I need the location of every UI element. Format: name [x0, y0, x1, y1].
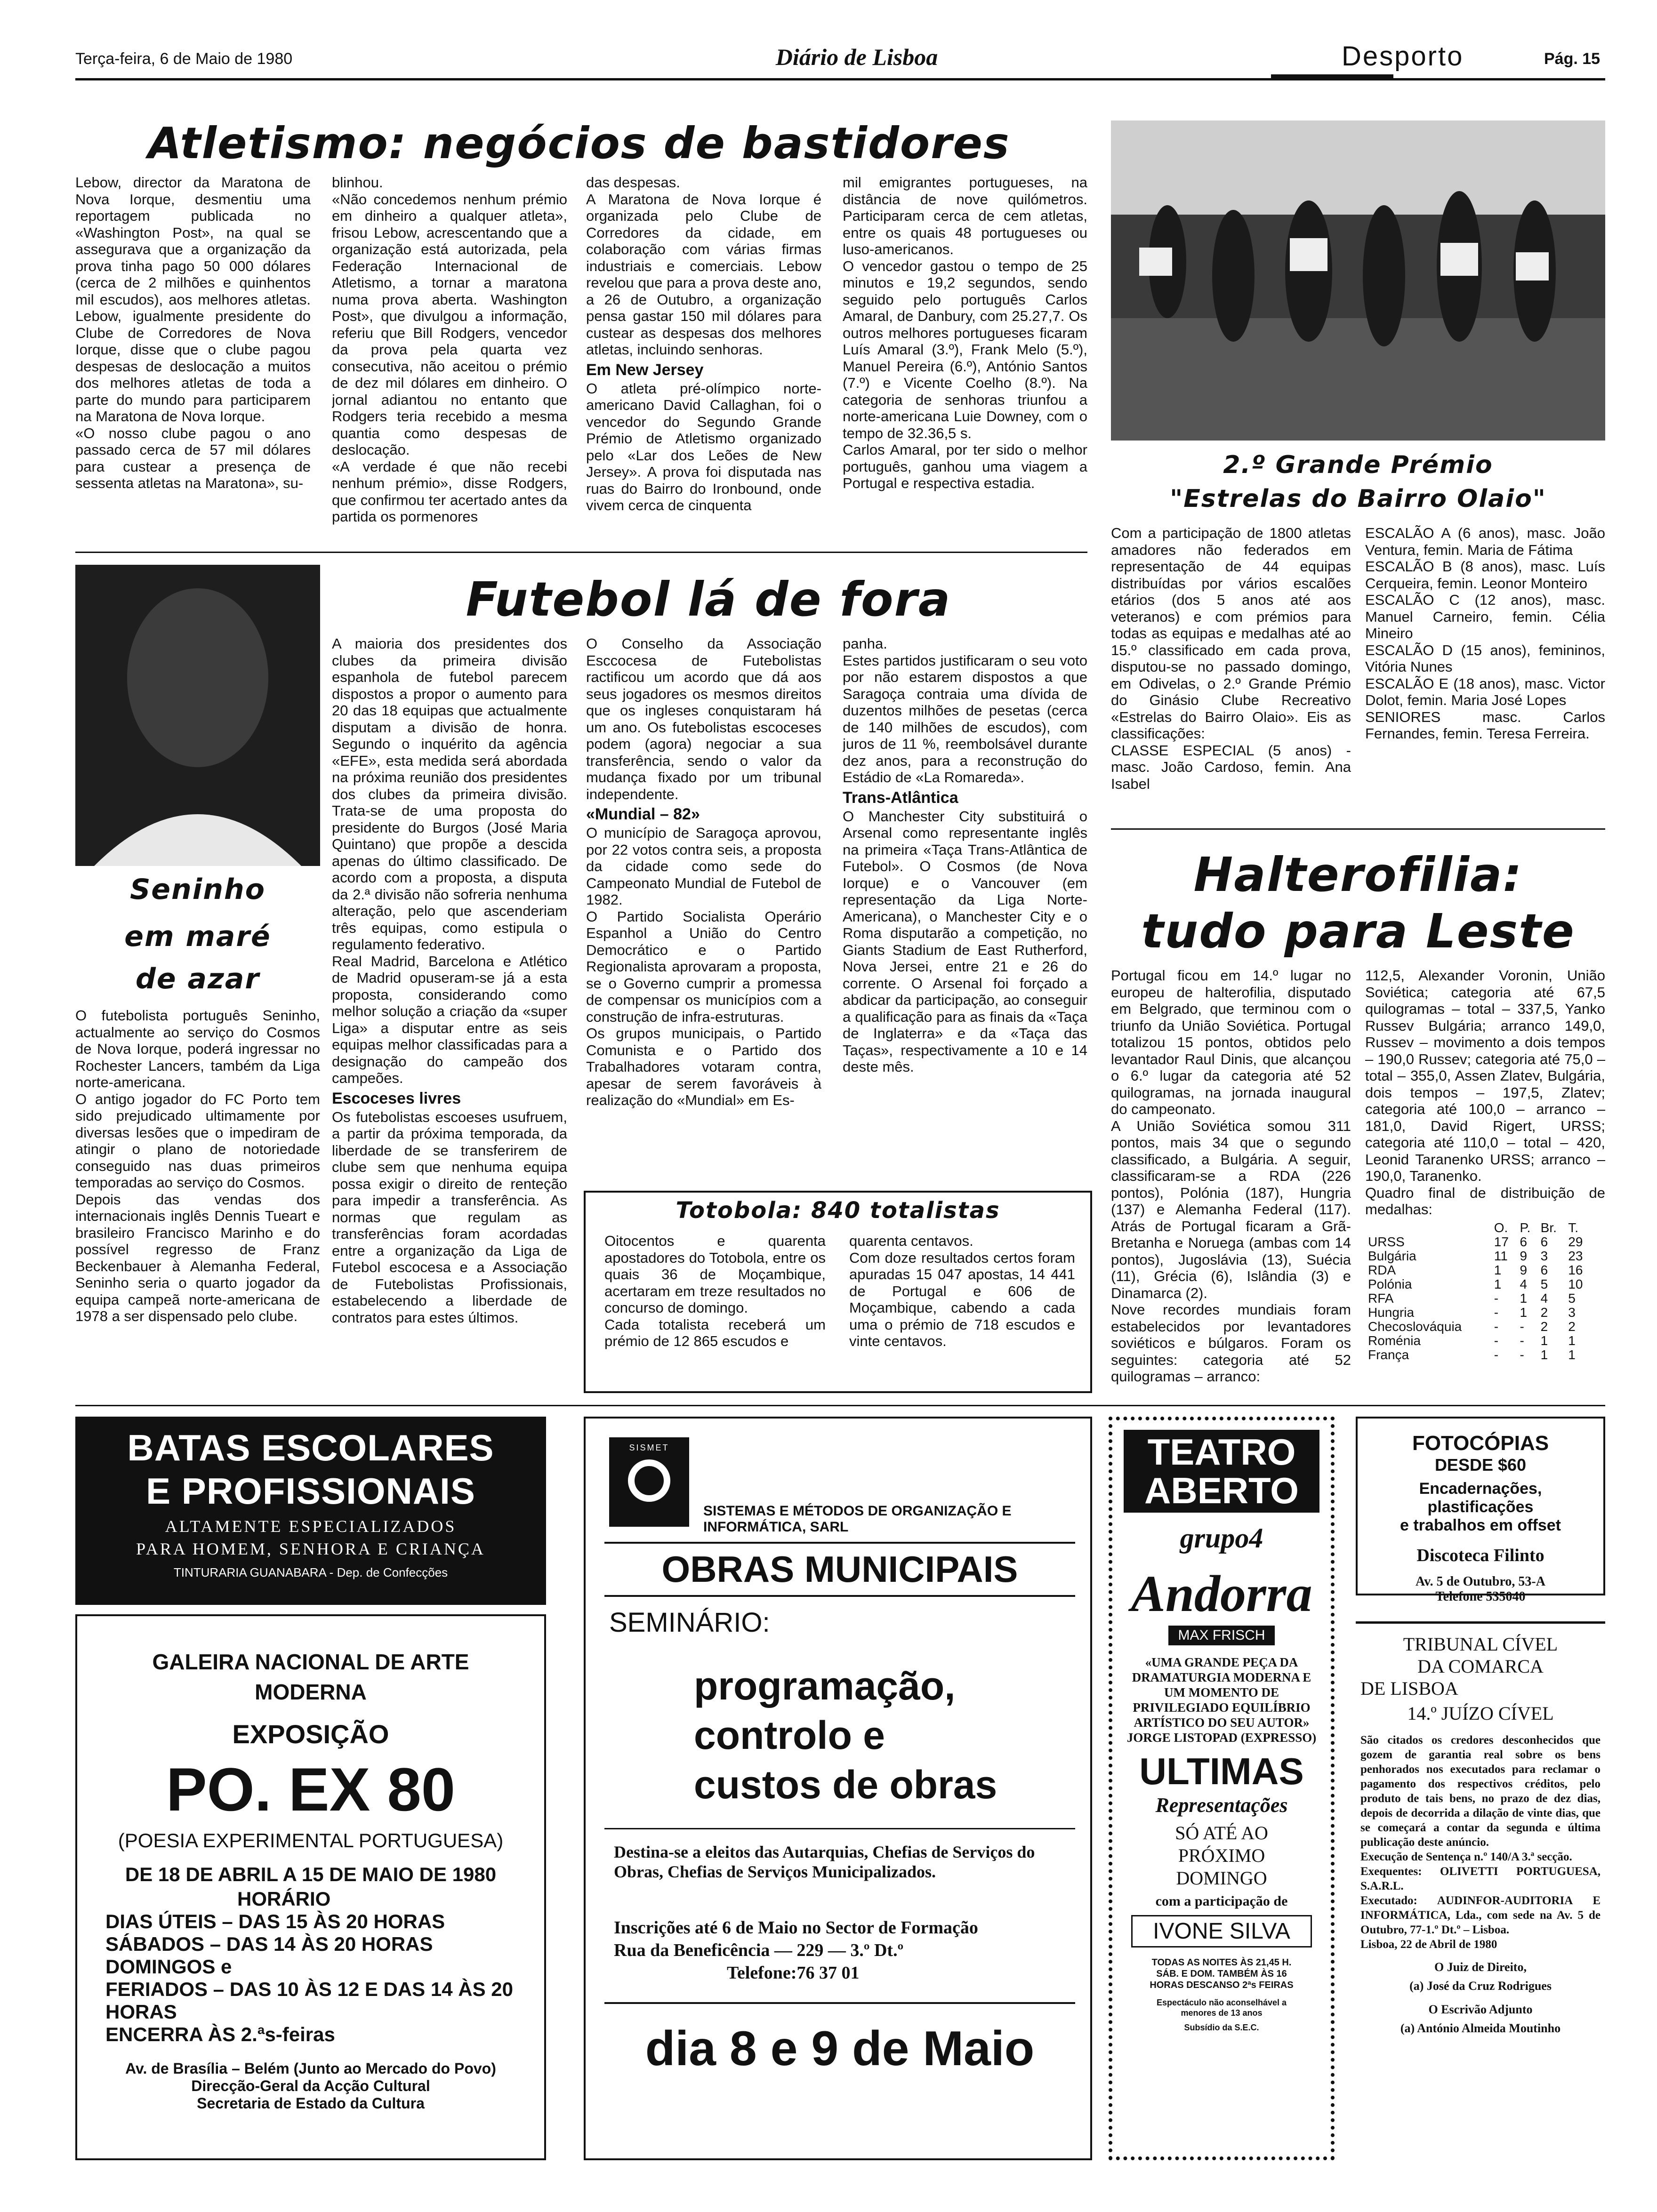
teatro-ultimas: ULTIMAS — [1139, 1750, 1304, 1792]
gold: 1 — [1494, 1276, 1502, 1291]
masthead: Diário de Lisboa — [775, 44, 938, 70]
seninho-text: O futebolista português Seninho, actualmente ao serviço do Cosmos de Nova Iorque, poderá ingressar no Rochester Lancers, também da Liga norte-americana. O antigo jogador do FC Porto tem sido prejudicado ultimamente por diversas lesões que o impediram de atingir o plano de notoriedade conseguido nas duas primeiros temporadas ao serviço do Cosmos. Depois das vendas dos internacionais inglês Dennis Tueart e brasileiro Francisco Marinho e do possível regresso de Franz Beckenbauer à Alemanha Federal, Seninho seria o quarto jogador da equipa campeã norte-americana de 1978 a ser dispensado pelo clube. — [75, 1007, 320, 1324]
teatro-quote: «UMA GRANDE PEÇA DA DRAMATURGIA MODERNA E UM MOMENTO DE PRIVILEGIADO EQUILÍBRIO ARTÍSTICO DO SEU AUTOR» — [1132, 1655, 1311, 1730]
galeria-line15: Direcção-Geral da Acção Cultural — [191, 2077, 430, 2094]
seninho-title-1: Seninho — [130, 873, 265, 906]
halterofilia-title-1: Halterofilia: — [1193, 847, 1523, 902]
atletismo-col3 — [586, 174, 821, 541]
section-name: Desporto — [1342, 41, 1464, 72]
medal-header-cell: P. — [1520, 1220, 1531, 1235]
seninho-photo — [75, 565, 320, 866]
futebol-col2a: O Conselho da Associação Esccocesa de Futebolistas ractificou um acordo que dá aos seus jogadores os mesmos direitos que os ingleses conquistaram há um ano. Os futebolistas escoceses podem (agora) negociar a sua transferência, sendo o valor da mudança fixado por um tribunal independente. — [586, 635, 821, 802]
tribunal-body: São citados os credores desconhecidos que gozem de garantia real sobre os bens penhorados nos executados para reclamar o pagamento dos respectivos créditos, pelo produto de tais bens, no prazo de dez dias, depois de decorrida a dilação de vinte dias, que se começará a contar da segunda e última publicação deste anúncio. Execução de Sentença n.º 140/A 3.ª secção. Exequentes: OLIVETTI PORTUGUESA, S.A.R.L. Executado: AUDINFOR-AUDITORIA E INFORMÁTICA, Lda., com sede na Av. 5 de Outubro, 77-1.º Dt.º – Lisboa. Lisboa, 22 de Abril de 1980 — [1360, 1734, 1601, 1951]
bronze: 2 — [1540, 1305, 1548, 1320]
silver: 1 — [1520, 1305, 1528, 1320]
halterofilia-col1: Portugal ficou em 14.º lugar no europeu de halterofilia, disputado em Belgrado, que terminou com o triunfo da União Soviética. Portugal totalizou 15 pontos, obtidos pelo levantador Raul Dinis, que alcançou o 6.º lugar da categoria até 52 quilogramas, na jornada inaugural do campeonato. A União Soviética somou 311 pontos, mais 34 que o segundo classificado, a Bulgária. A seguir, classificaram-se a RDA (226 pontos), Polónia (187), Hungria (137) e Alemanha Federal (117). Atrás de Portugal ficaram a Grã-Bretanha e Noruega (ambas com 14 pontos), Jugoslávia (13), Suécia (11), Grécia (6), Islândia (3) e Dinamarca (2). Nove recordes mundiais foram estabelecidos por levantadores soviéticos e búlgaros. Foram os seguintes: categoria até 52 quilogramas – arranco: — [1111, 967, 1351, 1385]
silver: - — [1520, 1333, 1524, 1348]
futebol-col1a: A maioria dos presidentes dos clubes da primeira divisão espanhola de futebol parecem dispostos a propor o aumento para 20 das 18 equipas que actualmente disputam a divisão de honra. Segundo o inquérito da agência «EFE», esta medida será abordada na próxima reunião dos presidentes dos clubes da primeira divisão. Trata-se de uma proposta do presidente do Burgos (José Maria Quintano) que propõe a descida apenas do último classificado. De acordo com a proposta, a disputa da 2.ª divisão não sofreria nenhuma alteração, pelo que ascenderiam três equipas, como estipula o regulamento federativo. Real Madrid, Barcelona e Atlético de Madrid opuseram-se já a esta proposta, considerando como melhor solução a criação da «super Liga» a disputar entre as seis equipas melhor classificadas para a designação do campeão dos campeões. — [332, 635, 567, 1086]
sismet-company: SISTEMAS E MÉTODOS DE ORGANIZAÇÃO E INFORMÁTICA, SARL — [703, 1503, 1012, 1535]
sismet-topic3: custos de obras — [694, 1763, 997, 1807]
galeria-line9: SÁBADOS – DAS 14 ÀS 20 HORAS — [105, 1933, 433, 1955]
batas-line3: ALTAMENTE ESPECIALIZADOS — [165, 1517, 457, 1536]
futebol-col1b: Os futebolistas escoeses usufruem, a partir da próxima temporada, da liberdade de se transferirem de clube sem que nenhuma equipa possa exigir o direito de renteção para impedir a transferência. As normas que regulam as transferências foram acordadas entre a organização da Liga de Futebol escocesa e a Associação de Futebolistas Profissionais, estabelecendo a liberdade de contratos para estes últimos. — [332, 1108, 567, 1326]
silver: - — [1520, 1319, 1524, 1334]
galeria-line1: GALEIRA NACIONAL DE ARTE — [152, 1650, 469, 1674]
page-header — [75, 43, 1605, 76]
teatro-age: Espectáculo não aconselhável a menores de 13 anos — [1156, 1998, 1287, 2018]
country: RFA — [1368, 1290, 1394, 1306]
tribunal-escrivao: O Escrivão Adjunto — [1428, 2003, 1533, 2016]
total: 10 — [1568, 1276, 1583, 1291]
fotocopias-line4: plastificações — [1427, 1498, 1534, 1516]
total: 5 — [1568, 1290, 1576, 1306]
total: 1 — [1568, 1347, 1576, 1362]
total: 1 — [1568, 1333, 1576, 1348]
tribunal-rule — [1356, 1621, 1605, 1624]
teatro-actress: IVONE SILVA — [1131, 1915, 1312, 1948]
silver: 9 — [1520, 1248, 1528, 1263]
medal-header-cell: O. — [1494, 1220, 1508, 1235]
country: França — [1368, 1347, 1409, 1362]
galeria-line5: (POESIA EXPERIMENTAL PORTUGUESA) — [118, 1829, 504, 1851]
seninho-title-2: em maré — [124, 920, 271, 953]
country: Checoslováquia — [1368, 1319, 1462, 1334]
fotocopias-line8: Telefone 535040 — [1435, 1589, 1526, 1604]
ad-batas — [75, 1417, 546, 1605]
sismet-logo — [609, 1437, 689, 1527]
batas-line2: E PROFISSIONAIS — [146, 1470, 475, 1512]
teatro-play: Andorra — [1131, 1565, 1312, 1622]
sismet-insc1: Inscrições até 6 de Maio no Sector de Formação — [614, 1918, 978, 1938]
galeria-line3: EXPOSIÇÃO — [232, 1719, 389, 1749]
grande-premio-col1: Com a participação de 1800 atletas amadores não federados em representação de 44 equipas distribuídas por vários escalões etários (dos 5 anos até aos veteranos) e com prémios para todas as equipas e medalhas até ao 15.º classificado em cada prova, disputou-se no passado domingo, em Odivelas, o 2.º Grande Prémio do Ginásio Clube Recreativo «Estrelas do Bairro Olaio». Eis as classificações: CLASSE ESPECIAL (5 anos) - masc. João Cardoso, femin. Ana Isabel — [1111, 525, 1351, 792]
medal-header-cell: Br. — [1540, 1220, 1557, 1235]
tribunal-juiz-name: (a) José da Cruz Rodrigues — [1409, 1979, 1552, 1993]
fotocopias-line1: FOTOCÓPIAS — [1412, 1432, 1549, 1455]
teatro-name-block — [1124, 1430, 1319, 1513]
table-row — [1365, 1348, 1591, 1362]
galeria-line4: PO. EX 80 — [166, 1755, 456, 1824]
teatro-grupo: grupo4 — [1180, 1523, 1263, 1554]
silver: 4 — [1520, 1276, 1528, 1291]
tribunal-line4: 14.º JUÍZO CÍVEL — [1407, 1703, 1554, 1724]
medal-table — [1365, 1221, 1591, 1362]
tribunal-juiz: O Juiz de Direito, — [1434, 1960, 1527, 1974]
galeria-line14: Av. de Brasília – Belém (Junto ao Mercado do Povo) — [125, 2060, 496, 2077]
bronze: 4 — [1540, 1290, 1548, 1306]
table-row — [1365, 1277, 1591, 1291]
divider-atletismo — [75, 552, 1087, 553]
country: RDA — [1368, 1262, 1396, 1277]
ad-teatro — [1109, 1417, 1335, 2160]
teatro-ate: SÓ ATÉ AO PRÓXIMO DOMINGO — [1175, 1822, 1268, 1889]
batas-line4: PARA HOMEM, SENHORA E CRIANÇA — [136, 1539, 485, 1558]
total: 2 — [1568, 1319, 1576, 1334]
silver: 6 — [1520, 1234, 1528, 1249]
fotocopias-line3: Encadernações, — [1419, 1480, 1542, 1498]
divider-ads — [75, 1405, 1605, 1406]
header-date: Terça-feira, 6 de Maio de 1980 — [75, 50, 293, 68]
bronze: 3 — [1540, 1248, 1548, 1263]
halterofilia-col2 — [1365, 967, 1605, 1391]
sismet-topic2: controlo e — [694, 1713, 885, 1757]
sismet-insc2: Rua da Beneficência — 229 — 3.º Dt.º — [614, 1940, 904, 1960]
futebol-col3 — [843, 635, 1087, 1200]
teatro-times: TODAS AS NOITES ÀS 21,45 H. SÁB. E DOM. TAMBÉM ÀS 16 HORAS DESCANSO 2ªs FEIRAS — [1150, 1957, 1294, 1990]
sismet-dest: Destina-se a eleitos das Autarquias, Chefias de Serviços do Obras, Chefias de Serviços Municipalizados. — [614, 1843, 1035, 1881]
table-row — [1365, 1235, 1591, 1249]
sismet-insc3: Telefone:76 37 01 — [727, 1963, 860, 1983]
silver: 9 — [1520, 1262, 1528, 1277]
total: 16 — [1568, 1262, 1583, 1277]
sismet-seminario: SEMINÁRIO: — [609, 1607, 770, 1638]
futebol-col2 — [586, 635, 821, 1200]
halterofilia-col2-text: 112,5, Alexander Voronin, União Soviética; categoria até 67,5 quilogramas – total – 337,5, Yanko Russev Bulgária; arranco 149,0, Russev – movimento a dois tempos – 190,0 Russev; categoria até 75,0 – total – 355,0, Assen Zlatev, Bulgária, dois tempos – 197,5, Zlatev; categoria até 100,0 – arranco – 181,0, David Rigert, URSS; categoria até 110,0 – total – 420, Leonid Taranenko URSS; arranco – 190,0, Taranenko. Quadro final de distribuição de medalhas: — [1365, 967, 1605, 1218]
bronze: 5 — [1540, 1276, 1548, 1291]
sismet-dates: dia 8 e 9 de Maio — [645, 2021, 1035, 2076]
galeria-line13: ENCERRA ÀS 2.ªs-feiras — [105, 2023, 335, 2045]
futebol-col1 — [332, 635, 567, 1393]
teatro-name-1: TEATRO — [1147, 1431, 1296, 1473]
tribunal-line3: DE LISBOA — [1360, 1678, 1458, 1699]
seninho-title-3: de azar — [135, 962, 260, 995]
sismet-rule-3 — [604, 1828, 1075, 1829]
futebol-col3b: O Manchester City substituirá o Arsenal como representante inglês na primeira «Taça Trans-Atlântica de Futebol». O Cosmos (de Nova Iorque) e o Vancouver (em representação da Liga Norte-Americana), o Manchester City e o Roma disputarão a competição, no Giants Stadium de East Rutherford, Nova Jersei, entre 21 e 26 do corrente. O Arsenal foi forçado a abdicar da participação, ao conseguir a qualificação para as finais da «Taça de Inglaterra» e da «Taça das Taças», respectivamente a 10 e 14 deste mês. — [843, 808, 1087, 1075]
batas-line5: TINTURARIA GUANABARA - Dep. de Confecções — [173, 1565, 448, 1579]
country: Bulgária — [1368, 1248, 1416, 1263]
teatro-participacao: com a participação de — [1155, 1893, 1288, 1909]
sismet-title: OBRAS MUNICIPAIS — [661, 1548, 1018, 1590]
futebol-col2b: O município de Saragoça aprovou, por 22 votos contra seis, a proposta da cidade como sede do Campeonato Mundial de Futebol de 1982. O Partido Socialista Operário Espanhol a União do Centro Democrático e o Partido Regionalista aprovaram a proposta, se o Governo cumprir a promessa de compensar os municípios com a construção de infra-estruturas. Os grupos municipais, o Partido Comunista e o Partido dos Trabalhadores votaram contra, apesar de serem favoráveis à realização do «Mundial» em Es- — [586, 825, 821, 1108]
section-underline — [1271, 74, 1393, 79]
medal-table-header — [1365, 1221, 1591, 1235]
atletismo-col4: mil emigrantes portugueses, na distância de nove quilómetros. Participaram cerca de cem atletas, entre os quais 48 portugueses ou luso-americanos. O vencedor gastou o tempo de 25 minutos e 19,2 segundos, sendo seguido pelo português Carlos Amaral, de Danbury, com 25.27,7. Os outros melhores portugueses ficaram Luís Amaral (3.º), Frank Melo (5.º), Manuel Pereira (6.º), António Santos (7.º) e Vicente Coelho (8.º). Na categoria de senhoras triunfou a norte-americana Luie Downey, com o tempo de 32.36,5 s. Carlos Amaral, por ter sido o melhor português, ganhou uma viagem a Portugal e respectiva estadia. — [843, 174, 1087, 491]
galeria-line10: DOMINGOS e — [105, 1956, 232, 1978]
subhead-new-jersey: Em New Jersey — [586, 361, 704, 379]
sismet-logo-icon — [628, 1459, 670, 1502]
country: Polónia — [1368, 1276, 1412, 1291]
gold: - — [1494, 1347, 1499, 1362]
galeria-line8: DIAS ÚTEIS – DAS 15 ÀS 20 HORAS — [105, 1910, 445, 1932]
futebol-headline: Futebol lá de fora — [466, 572, 951, 627]
bronze: 2 — [1540, 1319, 1548, 1334]
country: Roménia — [1368, 1333, 1421, 1348]
atletismo-col2: blinhou. «Não concedemos nenhum prémio em dinheiro a qualquer atleta», frisou Lebow, acrescentando que a organização está autorizada, pela Federação Internacional de Atletismo, a tornar a maratona numa prova aberta. Washington Post», que divulgou a informação, referiu que Bill Rodgers, vencedor da prova pela quarta vez consecutiva, não aceitou o prémio de dez mil dólares em dinheiro. O jornal adiantou no entanto que Rodgers teria recebido a mesma quantia como despesas de deslocação. «A verdade é que não recebi nenhum prémio», disse Rodgers, que confirmou ter acertado antes da partida os pormenores — [332, 174, 567, 525]
bronze: 6 — [1540, 1234, 1548, 1249]
gold: - — [1494, 1333, 1499, 1348]
teatro-critic: JORGE LISTOPAD (EXPRESSO) — [1126, 1731, 1317, 1745]
galeria-line2: MODERNA — [255, 1680, 367, 1704]
gold: 17 — [1494, 1234, 1509, 1249]
grande-premio-title-2: "Estrelas do Bairro Olaio" — [1170, 485, 1546, 513]
table-row — [1365, 1249, 1591, 1263]
teatro-name-2: ABERTO — [1144, 1470, 1299, 1511]
sismet-rule-4 — [604, 2002, 1075, 2004]
seninho-portrait-image — [75, 565, 320, 866]
atletismo-headline: Atletismo: negócios de bastidores — [148, 118, 1010, 168]
marathon-runners-image — [1111, 120, 1605, 441]
teatro-representacoes: Representações — [1155, 1794, 1288, 1817]
ad-tribunal — [1356, 1628, 1605, 2160]
bronze: 1 — [1540, 1347, 1548, 1362]
fotocopias-line5: e trabalhos em offset — [1400, 1516, 1561, 1534]
galeria-schedule — [77, 1888, 544, 2046]
sismet-rule-2 — [604, 1595, 1075, 1597]
gold: 11 — [1494, 1248, 1508, 1263]
batas-line1: BATAS ESCOLARES — [127, 1427, 494, 1468]
silver: - — [1520, 1347, 1524, 1362]
totobola-col1: Oitocentos e quarenta apostadores do Totobola, entre os quais 36 de Moçambique, acertaram em treze resultados no concurso de domingo. Cada totalista receberá um prémio de 12 865 escudos e — [604, 1233, 826, 1349]
marathon-photo — [1111, 120, 1605, 441]
subhead-mundial: «Mundial – 82» — [586, 805, 700, 823]
gold: - — [1494, 1319, 1499, 1334]
galeria-line7: HORÁRIO — [237, 1888, 331, 1910]
atletismo-col3a: das despesas. A Maratona de Nova Iorque é organizada pelo Clube de Corredores da cidade, em colaboração com várias firmas industriais e comerciais. Lebow revelou que para a prova deste ano, a 26 de Outubro, a organização pensa gastar 150 mil dólares para custear as despesas dos melhores atletas, incluindo senhoras. — [586, 174, 821, 358]
atletismo-col3b: O atleta pré-olímpico norte-americano David Callaghan, foi o vencedor do Segundo Grande Prémio de Atletismo organizado pelo «Lar dos Leões de New Jersey». A prova foi disputada nas ruas do Bairro do Ironbound, onde vivem cerca de cinquenta — [586, 380, 821, 513]
table-row — [1365, 1263, 1591, 1277]
teatro-subsidio: Subsídio da S.E.C. — [1184, 2023, 1259, 2032]
galeria-line12: HORAS — [105, 2001, 177, 2023]
medal-header-cell: T. — [1568, 1220, 1579, 1235]
ad-galeria — [75, 1614, 546, 2160]
grande-premio-title-1: 2.º Grande Prémio — [1223, 451, 1493, 479]
country: Hungria — [1368, 1305, 1415, 1320]
teatro-author: MAX FRISCH — [1168, 1626, 1274, 1645]
grande-premio-col2: ESCALÃO A (6 anos), masc. João Ventura, femin. Maria de Fátima ESCALÃO B (8 anos), masc. Luís Cerqueira, femin. Leonor Monteiro ESCALÃO C (12 anos), masc. Manuel Carneiro, femin. Célia Mineiro ESCALÃO D (15 anos), femininos, Vitória Nunes ESCALÃO E (18 anos), masc. Victor Dolot, femin. Maria José Lopes SENIORES masc. Carlos Fernandes, femin. Teresa Ferreira. — [1365, 525, 1605, 742]
table-row — [1365, 1291, 1591, 1306]
ad-fotocopias — [1356, 1417, 1605, 1604]
sismet-topic1: programação, — [694, 1664, 956, 1708]
table-row — [1365, 1320, 1591, 1334]
galeria-line11: FERIADOS – DAS 10 ÀS 12 E DAS 14 ÀS 20 — [105, 1978, 513, 2000]
page-number: Pág. 15 — [1544, 50, 1601, 68]
country: URSS — [1368, 1234, 1405, 1249]
divider-grande-premio — [1111, 828, 1605, 830]
tribunal-line1: TRIBUNAL CÍVEL — [1403, 1634, 1558, 1655]
gold: - — [1494, 1305, 1499, 1320]
bronze: 6 — [1540, 1262, 1548, 1277]
subhead-escoceses: Escoceses livres — [332, 1089, 461, 1107]
galeria-line16: Secretaria de Estado da Cultura — [197, 2095, 425, 2112]
total: 23 — [1568, 1248, 1583, 1263]
futebol-col3a: panha. Estes partidos justificaram o seu voto por não estarem dispostos a que Saragoça contraia uma dívida de duzentos milhões de pesetas (cerca de 140 milhões de escudos), com juros de 11 %, reembolsável durante dez anos, para a reconstrução do Estádio de «La Romareda». — [843, 635, 1087, 785]
fotocopias-line7: Av. 5 de Outubro, 53-A — [1416, 1574, 1545, 1589]
atletismo-col1: Lebow, director da Maratona de Nova Iorque, desmentiu uma reportagem publicada no «Washington Post», na qual se assegurava que a organização da prova tinha pago 50 000 dólares (cerca de 2 milhões e quinhentos mil escudos), aos melhores atletas. Lebow, igualmente presidente do Clube de Corredores de Nova Iorque, disse que o clube pagou despesas de deslocação a muitos dos melhores atletas de toda a parte do mundo para participarem na Maratona de Nova Iorque. «O nosso clube pagou o ano passado cerca de 57 mil dólares para custear a presença de sessenta atletas na Maratona», su- — [75, 174, 311, 491]
total: 29 — [1568, 1234, 1583, 1249]
table-row — [1365, 1334, 1591, 1348]
gold: - — [1494, 1290, 1499, 1306]
silver: 1 — [1520, 1290, 1528, 1306]
tribunal-escrivao-name: (a) António Almeida Moutinho — [1400, 2021, 1561, 2035]
halterofilia-title-2: tudo para Leste — [1141, 904, 1575, 959]
sismet-rule-1 — [604, 1542, 1075, 1544]
fotocopias-line6: Discoteca Filinto — [1416, 1546, 1544, 1565]
galeria-line6: DE 18 DE ABRIL A 15 DE MAIO DE 1980 — [125, 1863, 497, 1885]
ad-sismet — [584, 1417, 1092, 2160]
sismet-logo-text: SISMET — [629, 1443, 669, 1452]
subhead-trans-atlantica: Trans-Atlântica — [843, 788, 958, 807]
total: 3 — [1568, 1305, 1576, 1320]
totobola-box — [584, 1191, 1092, 1393]
bronze: 1 — [1540, 1333, 1548, 1348]
totobola-col2: quarenta centavos. Com doze resultados certos foram apuradas 15 047 apostas, 14 441 de Portugal e 606 de Moçambique, cabendo a cada uma o prémio de 718 escudos e vinte centavos. — [849, 1233, 1075, 1349]
tribunal-line2: DA COMARCA — [1417, 1656, 1544, 1677]
table-row — [1365, 1306, 1591, 1320]
totobola-title: Totobola: 840 totalistas — [676, 1197, 1000, 1224]
fotocopias-line2: DESDE $60 — [1434, 1455, 1527, 1475]
gold: 1 — [1494, 1262, 1502, 1277]
medal-header-cell — [1365, 1221, 1491, 1235]
